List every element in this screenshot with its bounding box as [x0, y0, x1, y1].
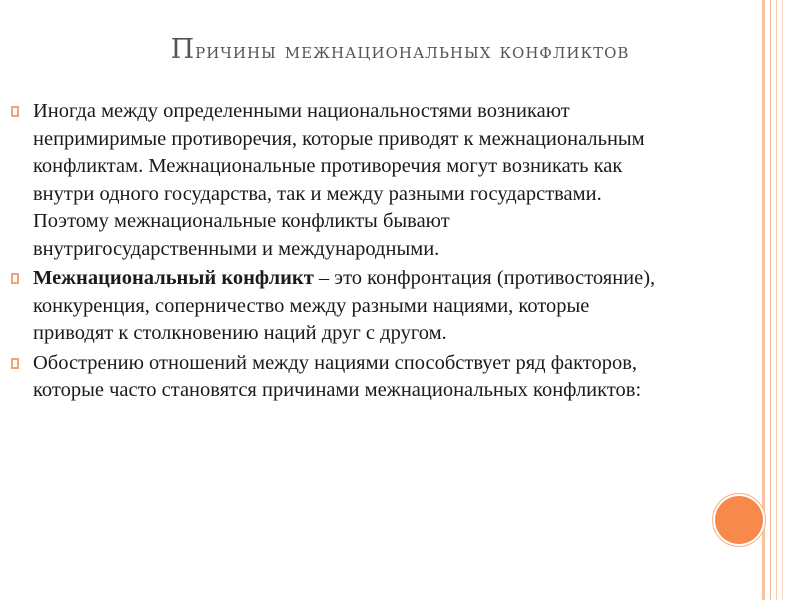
bullet-text: Обострению отношений между нациями способствует ряд факторов, которые часто становятся причинами межнациональных конфликтов: — [33, 351, 642, 401]
decorative-line — [782, 0, 783, 600]
bullet-square-icon — [10, 105, 20, 118]
decorative-line — [770, 0, 771, 600]
decorative-line — [776, 0, 777, 600]
bullet-square-icon — [10, 272, 20, 285]
bullet-item — [10, 98, 670, 263]
title-first-letter: П — [170, 34, 196, 65]
slide-body — [10, 98, 670, 407]
decorative-line — [762, 0, 765, 600]
bullet-term: Межнациональный конфликт — [33, 267, 314, 289]
slide-title — [40, 34, 760, 66]
bullet-item — [10, 350, 670, 405]
orange-circle-icon — [715, 496, 763, 544]
bullet-text: Иногда между определенными национальностями возникают непримиримые противоречия, которые приводят к межнациональным конфликтам. Межнациональные противоречия могут возникать как внутри одного государства, так и между разными государствами. Поэтому межнациональные конфликты бывают внутригосударственными и международными. — [33, 100, 645, 260]
title-rest: ричины межнациональных конфликтов — [195, 39, 630, 64]
bullet-text: – это конфронтация (противостояние), конкуренция, соперничество между разными нациями, которые приводят к столкновению наций друг с другом. — [33, 267, 656, 344]
bullet-item — [10, 265, 670, 348]
bullet-square-icon — [10, 357, 20, 370]
